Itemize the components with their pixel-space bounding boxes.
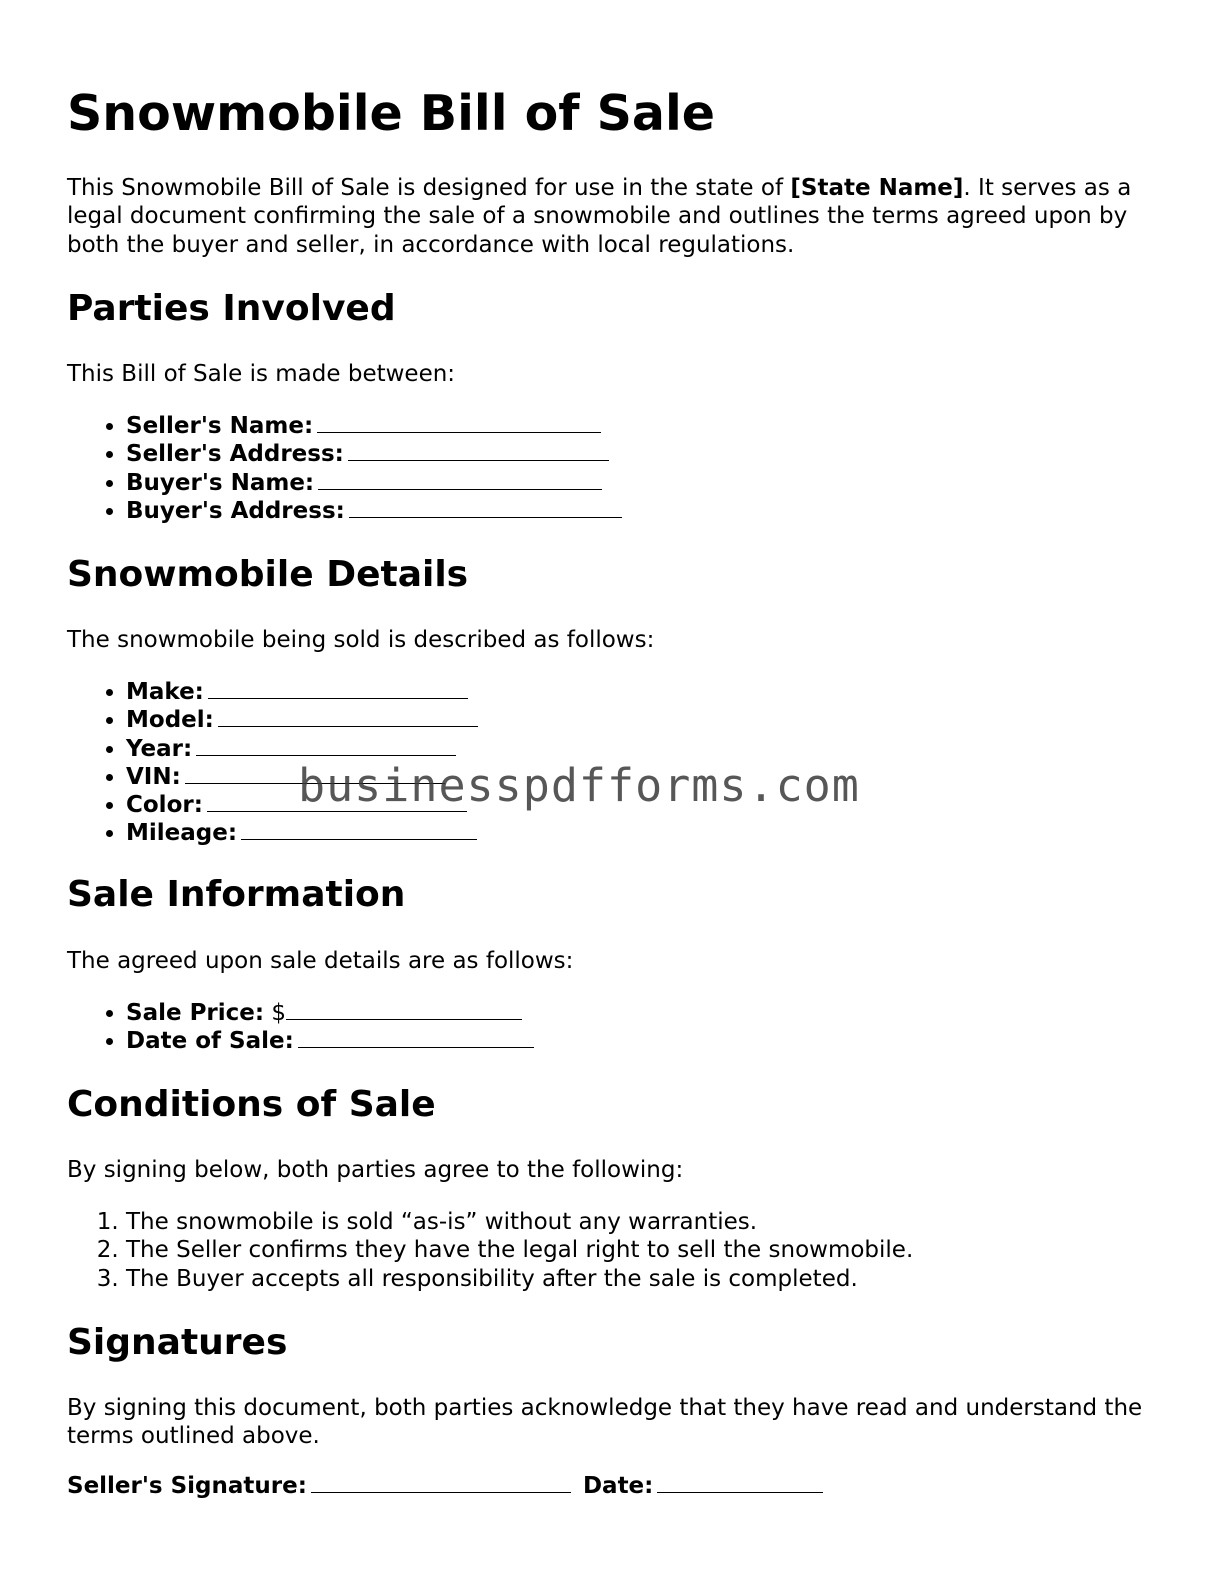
mileage-label: Mileage: — [126, 820, 238, 847]
date-of-sale-field[interactable] — [298, 1027, 534, 1048]
seller-address-label: Seller's Address: — [126, 441, 344, 468]
model-field[interactable] — [218, 706, 478, 727]
buyer-address-field[interactable] — [349, 497, 622, 518]
conditions-heading: Conditions of Sale — [67, 1084, 436, 1125]
list-item — [126, 497, 1126, 525]
currency-symbol: $ — [271, 1000, 287, 1026]
conditions-list — [67, 1208, 1126, 1293]
signatures-lead: By signing this document, both parties acknowledge that they have read and understand the terms outlined above. — [67, 1395, 1143, 1450]
seller-address-field[interactable] — [348, 440, 609, 461]
details-lead: The snowmobile being sold is described as follows: — [67, 627, 655, 653]
seller-signature-line — [67, 1471, 823, 1501]
vin-label: VIN: — [126, 763, 181, 790]
list-item — [126, 819, 1126, 847]
list-item: 1. The snowmobile is sold “as-is” without any warranties. — [126, 1208, 1126, 1236]
parties-list — [67, 412, 1126, 525]
intro-text-start: This Snowmobile Bill of Sale is designed for use in the state of — [67, 175, 791, 201]
list-item — [126, 1027, 1126, 1055]
list-item — [126, 412, 1126, 440]
parties-lead: This Bill of Sale is made between: — [67, 361, 456, 387]
page-title: Snowmobile Bill of Sale — [67, 85, 716, 142]
parties-heading: Parties Involved — [67, 288, 396, 329]
list-item — [126, 469, 1126, 497]
signatures-heading: Signatures — [67, 1322, 288, 1363]
seller-signature-field[interactable] — [311, 1472, 571, 1493]
buyer-address-label: Buyer's Address: — [126, 497, 345, 524]
state-name-placeholder: [State Name] — [790, 175, 964, 201]
watermark: businesspdfforms.com — [298, 759, 860, 812]
year-label: Year: — [126, 735, 193, 762]
details-heading: Snowmobile Details — [67, 554, 469, 595]
intro-text-end: . It serves as a legal document confirming the sale of a snowmobile and outlines the terms agreed upon by both the buyer and seller, in accordance with local regulations. — [67, 175, 1132, 258]
signature-date-field[interactable] — [657, 1472, 823, 1493]
seller-name-field[interactable] — [317, 412, 601, 433]
intro-paragraph — [67, 174, 1157, 259]
conditions-lead: By signing below, both parties agree to the following: — [67, 1157, 684, 1183]
list-item — [126, 440, 1126, 468]
list-item — [126, 678, 1126, 706]
signature-date-label: Date: — [582, 1473, 654, 1499]
sale-list — [67, 999, 1126, 1056]
mileage-field[interactable] — [241, 819, 477, 840]
list-item: 2. The Seller confirms they have the legal right to sell the snowmobile. — [126, 1236, 1126, 1264]
buyer-name-field[interactable] — [318, 469, 602, 490]
list-item — [126, 706, 1126, 734]
make-label: Make: — [126, 679, 204, 705]
seller-signature-label: Seller's Signature: — [67, 1473, 307, 1499]
sale-price-field[interactable] — [286, 999, 522, 1020]
buyer-name-label: Buyer's Name: — [126, 469, 315, 496]
list-item — [126, 999, 1126, 1027]
color-label: Color: — [126, 792, 203, 819]
make-field[interactable] — [208, 678, 468, 699]
sale-lead: The agreed upon sale details are as follows: — [67, 948, 574, 974]
sale-price-label: Sale Price: — [126, 1000, 265, 1026]
year-field[interactable] — [196, 735, 456, 756]
model-label: Model: — [126, 707, 214, 734]
list-item: 3. The Buyer accepts all responsibility after the sale is completed. — [126, 1265, 1126, 1293]
seller-name-label: Seller's Name: — [126, 413, 314, 439]
date-of-sale-label: Date of Sale: — [126, 1028, 294, 1055]
sale-heading: Sale Information — [67, 874, 406, 915]
